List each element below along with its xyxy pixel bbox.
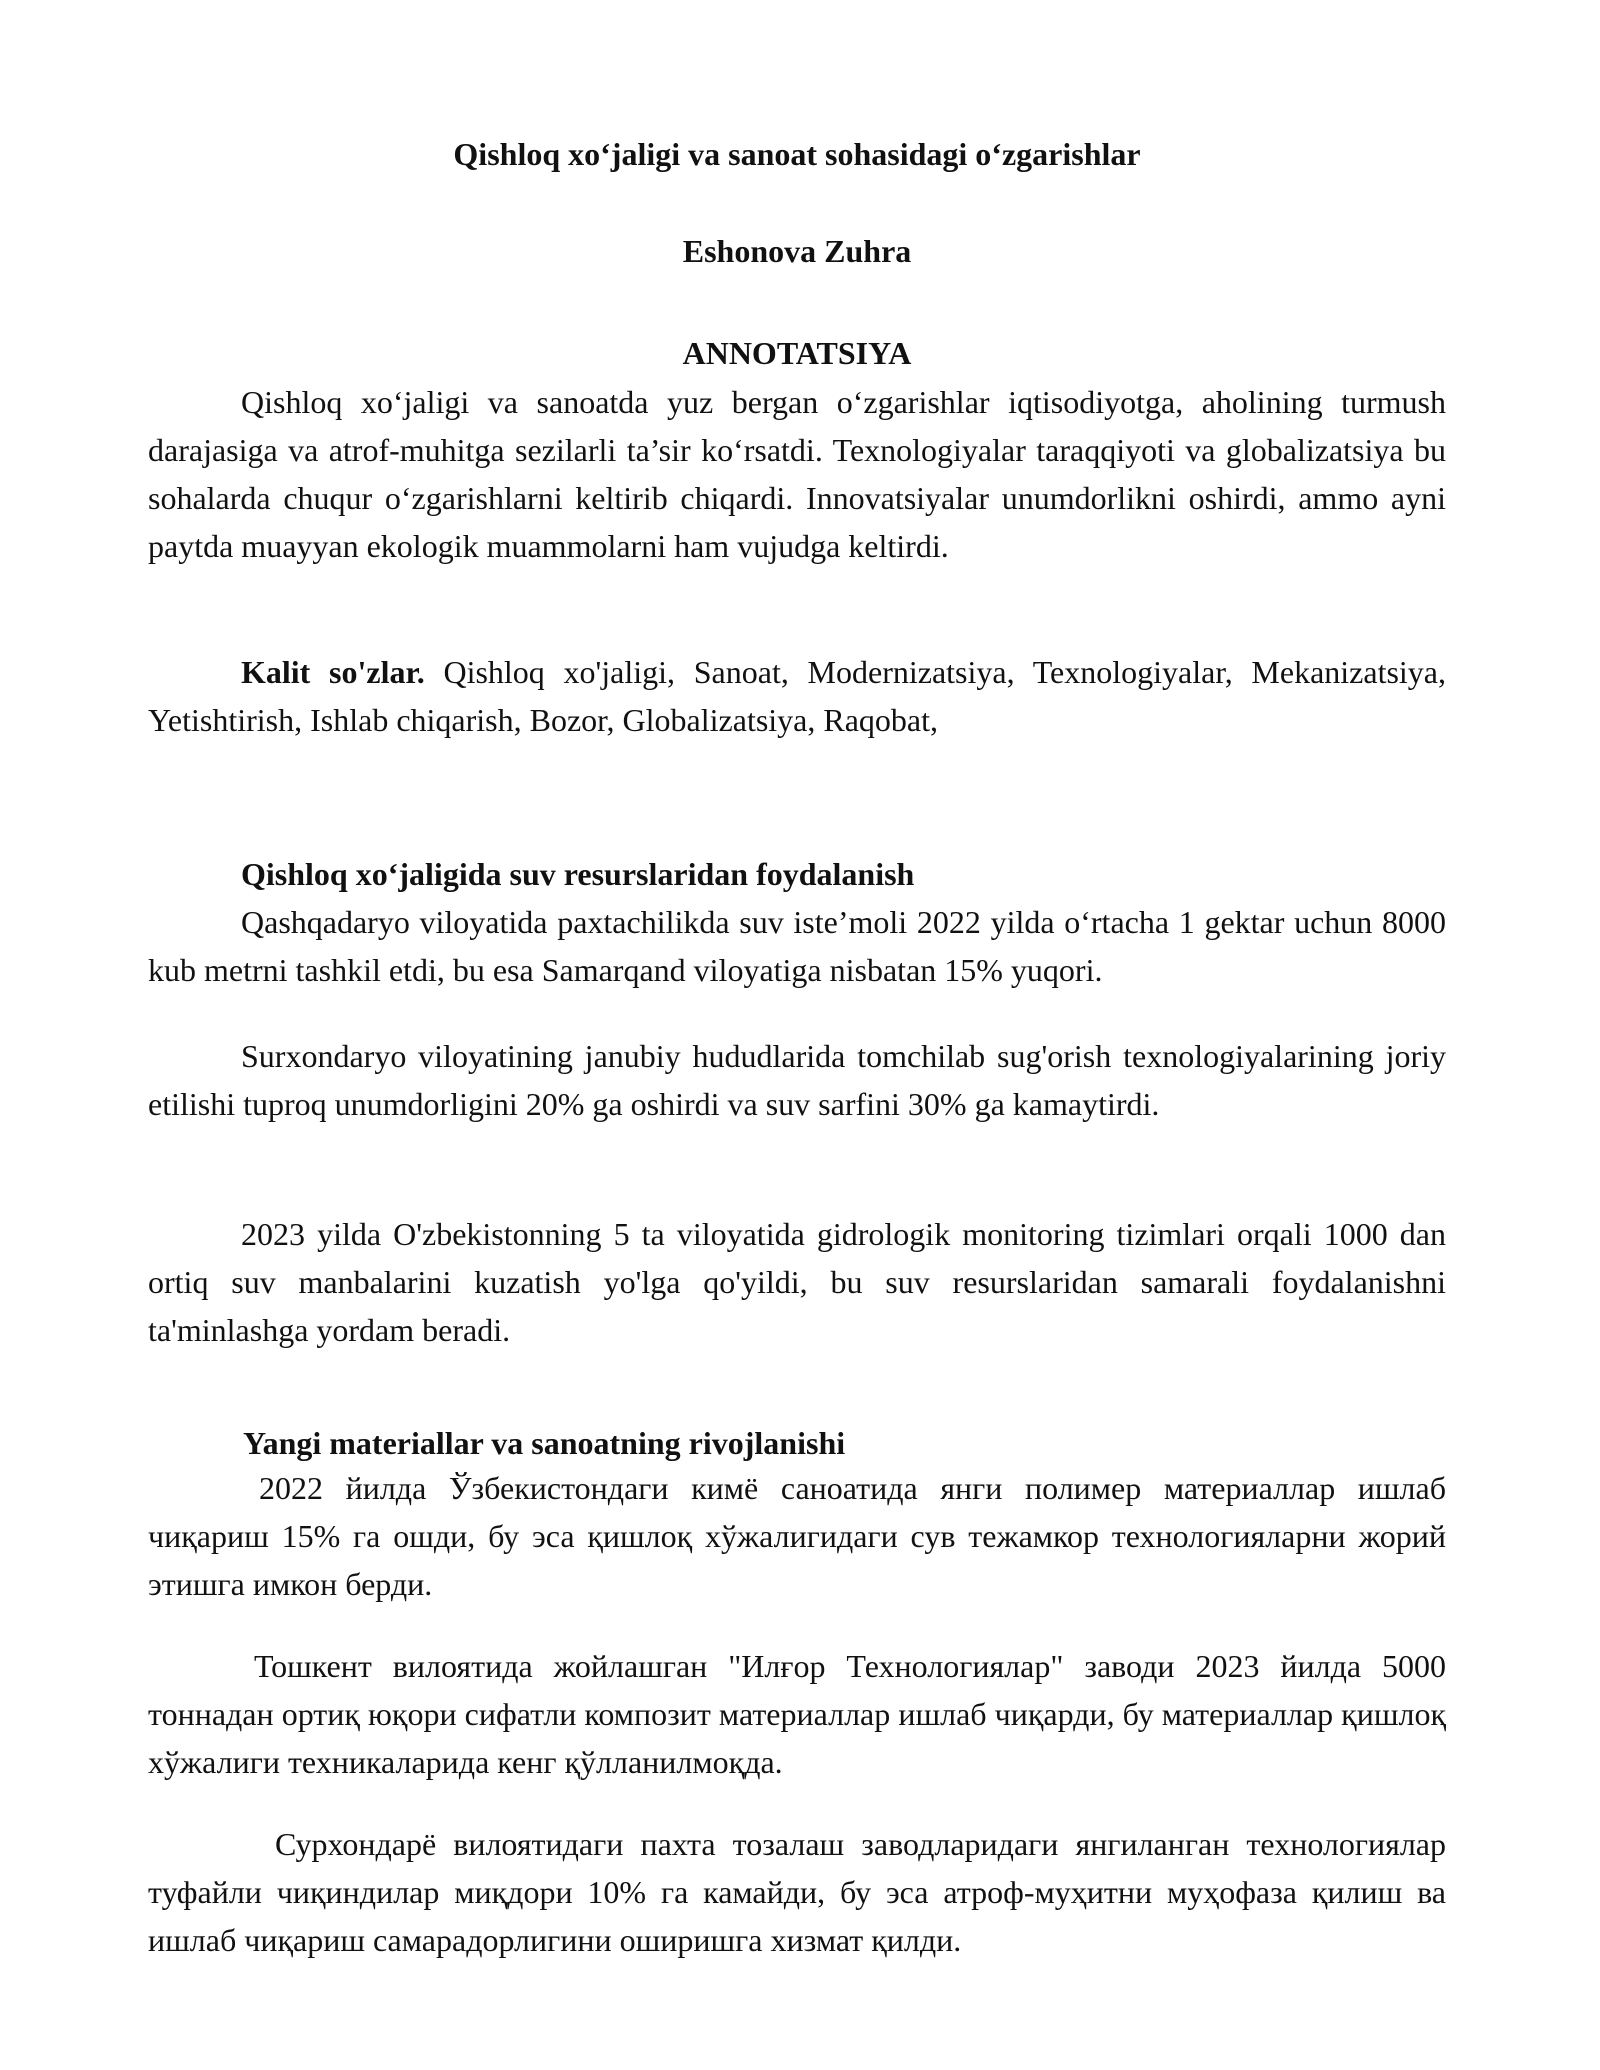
section-paragraph: Surxondaryo viloyatining janubiy hududlarida tomchilab sug'orish texnologiyalarining joriy etilishi tuproq unumdorligini 20% ga oshirdi va suv sarfini 30% ga kamaytirdi.: [148, 1038, 1446, 1122]
abstract-heading: ANNOTATSIYA: [682, 335, 912, 371]
keywords-list: Qishloq xo'jaligi, Sanoat, Modernizatsiya, Texnologiyalar, Mekanizatsiya, Yetishtirish, Ishlab chiqarish, Bozor, Globalizatsiya, Raqobat,: [148, 654, 1447, 738]
section-paragraph: 2023 yilda O'zbekistonning 5 ta viloyatida gidrologik monitoring tizimlari orqali 1000 dan ortiq suv manbalarini kuzatish yo'lga qo'yildi, bu suv resurslaridan samarali foydalanishni ta'minlashga yordam beradi.: [148, 1216, 1446, 1348]
keywords-paragraph: [148, 648, 1446, 744]
author-name: Eshonova Zuhra: [682, 233, 912, 269]
section-paragraph: 2022 йилда Ўзбекистондаги кимё саноатида янги полимер материаллар ишлаб чиқариш 15% га ошди, бу эса қишлоқ хўжалигидаги сув тежамкор технологияларни жорий этишга имкон берди.: [148, 1470, 1446, 1602]
section-paragraph: Тошкент вилоятида жойлашган "Илғор Технологиялар" заводи 2023 йилда 5000 тоннадан ортиқ юқори сифатли композит материаллар ишлаб чиқарди, бу материаллар қишлоқ хўжалиги техникаларида кенг қўлланилмоқда.: [148, 1648, 1446, 1780]
section-paragraph: Сурхондарё вилоятидаги пахта тозалаш заводларидаги янгиланган технологиялар туфайли чиқиндилар миқдори 10% га камайди, бу эса атроф-муҳитни муҳофаза қилиш ва ишлаб чиқариш самарадорлигини оширишга хизмат қилди.: [148, 1826, 1446, 1958]
section-heading-water: Qishloq xo‘jaligida suv resurslaridan foydalanish: [241, 856, 915, 892]
keywords-label: Kalit so'zlar.: [241, 654, 425, 690]
section-heading-materials: Yangi materiallar va sanoatning rivojlanishi: [243, 1425, 846, 1461]
document-title: Qishloq xo‘jaligi va sanoat sohasidagi o‘zgarishlar: [453, 136, 1141, 172]
section-paragraph: Qashqadaryo viloyatida paxtachilikda suv iste’moli 2022 yilda o‘rtacha 1 gektar uchun 8000 kub metrni tashkil etdi, bu esa Samarqand viloyatiga nisbatan 15% yuqori.: [148, 904, 1446, 988]
abstract-paragraph: Qishloq xo‘jaligi va sanoatda yuz bergan o‘zgarishlar iqtisodiyotga, aholining turmush darajasiga va atrof-muhitga sezilarli ta’sir ko‘rsatdi. Texnologiyalar taraqqiyoti va globalizatsiya bu sohalarda chuqur o‘zgarishlarni keltirib chiqardi. Innovatsiyalar unumdorlikni oshirdi, ammo ayni paytda muayyan ekologik muammolarni ham vujudga keltirdi.: [148, 384, 1446, 564]
